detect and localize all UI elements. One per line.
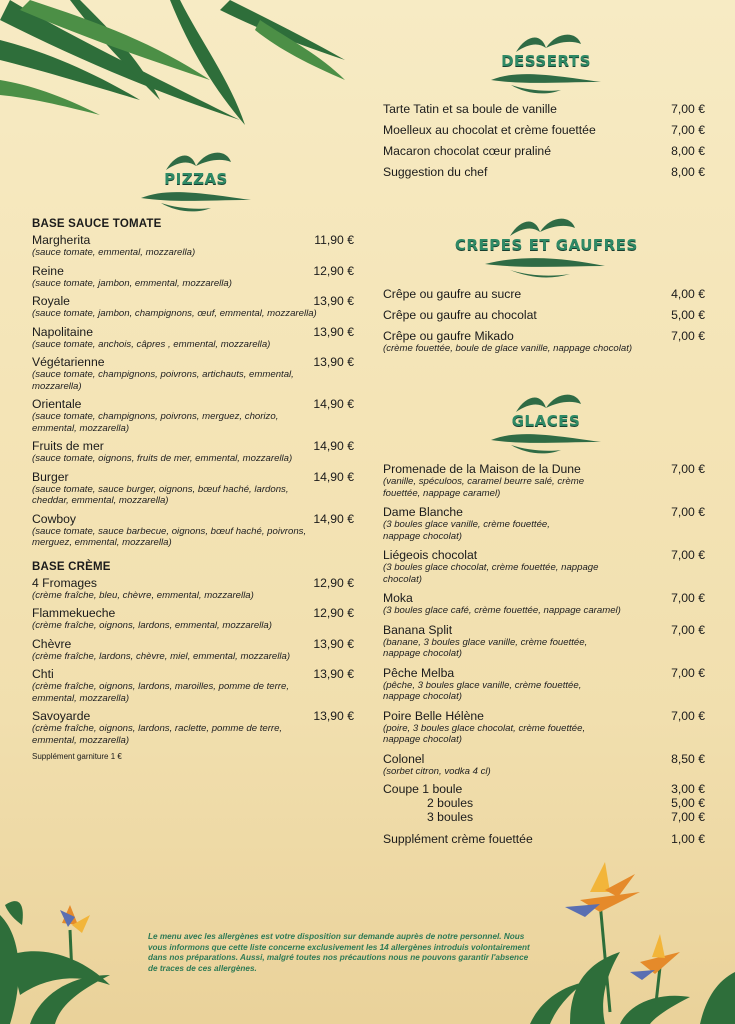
tomate-pizza-list <box>32 233 354 549</box>
item-price: 8,50 € <box>671 751 705 766</box>
item-name: Chti <box>32 667 54 681</box>
item-description: (crème fouettée, boule de glace vanille, nappage chocolat) <box>383 343 633 354</box>
item-description: (sauce tomate, champignons, poivrons, merguez, chorizo, emmental, mozzarella) <box>32 411 279 434</box>
item-name: Napolitaine <box>32 324 93 339</box>
item-description: (crème fraîche, bleu, chèvre, emmental, mozzarella) <box>32 589 254 601</box>
menu-item <box>383 462 705 499</box>
menu-item <box>32 397 354 434</box>
item-description: (3 boules glace vanille, crème fouettée, nappage chocolat) <box>383 519 550 542</box>
item-name: Dame Blanche <box>383 505 463 519</box>
coupe-label: Coupe 1 boule <box>383 782 463 796</box>
item-description: (sauce tomate, jambon, emmental, mozzarella) <box>32 277 232 289</box>
item-price: 13,90 € <box>313 636 354 651</box>
supplement-creme-item <box>383 832 705 846</box>
item-description: (crème fraîche, oignons, lardons, raclette, pomme de terre, emmental, mozzarella) <box>32 723 283 746</box>
item-description: (pêche, 3 boules glace vanille, crème fouettée, nappage chocolat) <box>383 679 582 702</box>
palm-leaves-top-left-icon <box>0 0 350 130</box>
item-price: 7,00 € <box>671 329 705 343</box>
item-description: (crème fraîche, oignons, lardons, emmental, mozzarella) <box>32 620 272 631</box>
menu-item <box>383 505 705 542</box>
item-name: Poire Belle Hélène <box>383 708 484 723</box>
menu-item <box>383 666 705 703</box>
desserts-title: DESSERTS <box>501 52 591 70</box>
item-name: Crêpe ou gaufre Mikado <box>383 329 514 343</box>
item-price: 1,00 € <box>671 832 705 846</box>
item-name: Crêpe ou gaufre au sucre <box>383 287 522 301</box>
pizzas-banner <box>136 148 256 214</box>
item-description: (vanille, spéculoos, caramel beurre salé, crème fouettée, nappage caramel) <box>383 476 585 499</box>
item-name: Banana Split <box>383 622 453 637</box>
item-description: (sauce tomate, oignons, fruits de mer, emmental, mozzarella) <box>32 453 293 464</box>
menu-item <box>32 709 354 746</box>
item-name: Moelleux au chocolat et crème fouettée <box>383 123 596 137</box>
item-price: 14,90 € <box>313 511 354 526</box>
item-name: Orientale <box>32 397 82 411</box>
item-price: 7,00 € <box>671 505 705 519</box>
item-price: 8,00 € <box>671 144 705 158</box>
menu-item <box>383 287 705 301</box>
item-description: (3 boules glace chocolat, crème fouettée, nappage chocolat) <box>383 562 599 585</box>
item-price: 13,90 € <box>313 667 354 681</box>
item-description: (sauce tomate, jambon, champignons, œuf, emmental, mozzarella) <box>32 308 317 319</box>
item-description: (sauce tomate, sauce burger, oignons, bœuf haché, lardons, cheddar, emmental, mozzarella) <box>32 483 289 506</box>
item-name: Cowboy <box>32 511 77 526</box>
coupe-row <box>383 782 705 796</box>
item-price: 14,90 € <box>313 469 354 484</box>
coupe-price: 3,00 € <box>671 782 705 796</box>
crepes-title: CREPES ET GAUFRES <box>455 236 638 254</box>
item-price: 7,00 € <box>671 622 705 637</box>
item-name: Savoyarde <box>32 709 91 723</box>
item-description: (crème fraîche, lardons, chèvre, miel, emmental, mozzarella) <box>32 650 291 662</box>
item-price: 13,90 € <box>313 324 354 339</box>
tropical-plant-bottom-left-icon <box>0 895 130 1024</box>
item-description: (sauce tomate, champignons, poivrons, artichauts, emmental, mozzarella) <box>32 369 294 392</box>
coupe-label: 3 boules <box>427 810 474 824</box>
menu-item <box>383 165 705 179</box>
menu-item <box>32 667 354 704</box>
menu-item <box>32 470 354 507</box>
item-name: Supplément crème fouettée <box>383 832 533 846</box>
menu-item <box>383 752 705 778</box>
menu-item <box>383 102 705 116</box>
allergen-note: Le menu avec les allergènes est votre disposition sur demande auprès de notre personnel. Nous vous informons que cette liste concerne exclusivement les 14 allergènes introduis volontairement dans nos préparations. Aussi, malgré toutes nos précautions nous ne pouvons garantir l'absence de traces de ces allergènes. <box>148 932 530 973</box>
menu-item <box>32 439 354 465</box>
item-name: Crêpe ou gaufre au chocolat <box>383 308 537 322</box>
item-price: 12,90 € <box>313 575 354 590</box>
item-name: Promenade de la Maison de la Dune <box>383 462 581 476</box>
coupe-row <box>383 810 705 824</box>
item-name: Reine <box>32 263 64 278</box>
menu-item <box>383 144 705 158</box>
menu-item <box>32 325 354 351</box>
tomate-base-heading: BASE SAUCE TOMATE <box>32 218 162 230</box>
item-price: 7,00 € <box>671 102 705 116</box>
item-name: Chèvre <box>32 636 72 651</box>
item-price: 11,90 € <box>314 233 354 247</box>
menu-item <box>32 294 354 320</box>
menu-item <box>32 576 354 602</box>
coupe-price: 7,00 € <box>671 810 705 824</box>
bird-of-paradise-bottom-right-icon <box>530 862 735 1024</box>
menu-item <box>383 709 705 746</box>
item-name: 4 Fromages <box>32 575 98 590</box>
desserts-banner <box>486 32 606 98</box>
menu-item <box>383 591 705 617</box>
crepes-section <box>383 287 705 361</box>
item-name: Tarte Tatin et sa boule de vanille <box>383 102 557 116</box>
item-price: 7,00 € <box>671 548 705 562</box>
menu-item <box>32 264 354 290</box>
item-description: (poire, 3 boules glace chocolat, crème fouettée, nappage chocolat) <box>383 722 586 745</box>
item-price: 13,90 € <box>313 355 354 369</box>
item-name: Royale <box>32 294 70 308</box>
menu-item <box>32 637 354 663</box>
item-price: 5,00 € <box>671 308 705 322</box>
menu-item <box>383 123 705 137</box>
item-price: 13,90 € <box>313 294 354 308</box>
item-price: 13,90 € <box>313 709 354 723</box>
pizzas-title: PIZZAS <box>164 170 228 188</box>
creme-pizza-list <box>32 576 354 747</box>
menu-item <box>383 623 705 660</box>
coupe-label: 2 boules <box>427 796 474 810</box>
menu-item <box>32 606 354 632</box>
item-price: 8,00 € <box>671 165 705 179</box>
item-name: Colonel <box>383 751 425 766</box>
item-price: 7,00 € <box>671 665 705 680</box>
item-price: 12,90 € <box>313 263 354 278</box>
item-name: Moka <box>383 591 413 605</box>
pizzas-section <box>32 218 354 761</box>
item-description: (sauce tomate, emmental, mozzarella) <box>32 247 196 258</box>
coupe-row <box>383 796 705 810</box>
item-description: (3 boules glace café, crème fouettée, nappage caramel) <box>383 605 621 616</box>
menu-item <box>32 512 354 549</box>
menu-item <box>383 308 705 322</box>
crepes-banner <box>455 214 638 280</box>
item-price: 12,90 € <box>313 606 354 620</box>
menu-item <box>32 233 354 259</box>
item-name: Margherita <box>32 233 91 247</box>
menu-item <box>32 355 354 392</box>
menu-item <box>383 548 705 585</box>
item-name: Macaron chocolat cœur praliné <box>383 144 551 158</box>
coupe-item <box>383 782 705 824</box>
item-description: (crème fraîche, oignons, lardons, maroilles, pomme de terre, emmental, mozzarella) <box>32 681 290 704</box>
glaces-section <box>383 462 705 846</box>
supplement-note: Supplément garniture 1 € <box>32 752 122 761</box>
item-name: Suggestion du chef <box>383 165 488 179</box>
item-price: 14,90 € <box>313 397 354 411</box>
item-name: Flammekueche <box>32 606 116 620</box>
item-name: Liégeois chocolat <box>383 548 478 562</box>
desserts-section <box>383 102 705 187</box>
item-description: (banane, 3 boules glace vanille, crème fouettée, nappage chocolat) <box>383 636 588 659</box>
item-name: Végétarienne <box>32 355 105 369</box>
item-price: 7,00 € <box>671 591 705 605</box>
item-price: 7,00 € <box>671 708 705 723</box>
item-name: Burger <box>32 469 69 484</box>
creme-base-heading: BASE CRÈME <box>32 560 111 573</box>
item-name: Fruits de mer <box>32 439 104 453</box>
item-price: 7,00 € <box>671 123 705 137</box>
item-description: (sauce tomate, anchois, câpres , emmental, mozzarella) <box>32 338 271 350</box>
item-price: 14,90 € <box>313 439 354 453</box>
coupe-price: 5,00 € <box>671 796 705 810</box>
item-price: 4,00 € <box>671 287 705 301</box>
item-description: (sorbet citron, vodka 4 cl) <box>383 765 491 777</box>
item-name: Pêche Melba <box>383 665 455 680</box>
item-description: (sauce tomate, sauce barbecue, oignons, bœuf haché, poivrons, merguez, emmental, mozzarella) <box>32 525 307 548</box>
glaces-banner <box>486 390 606 456</box>
menu-item <box>383 329 705 355</box>
item-price: 7,00 € <box>671 462 705 476</box>
glaces-title: GLACES <box>511 412 581 430</box>
